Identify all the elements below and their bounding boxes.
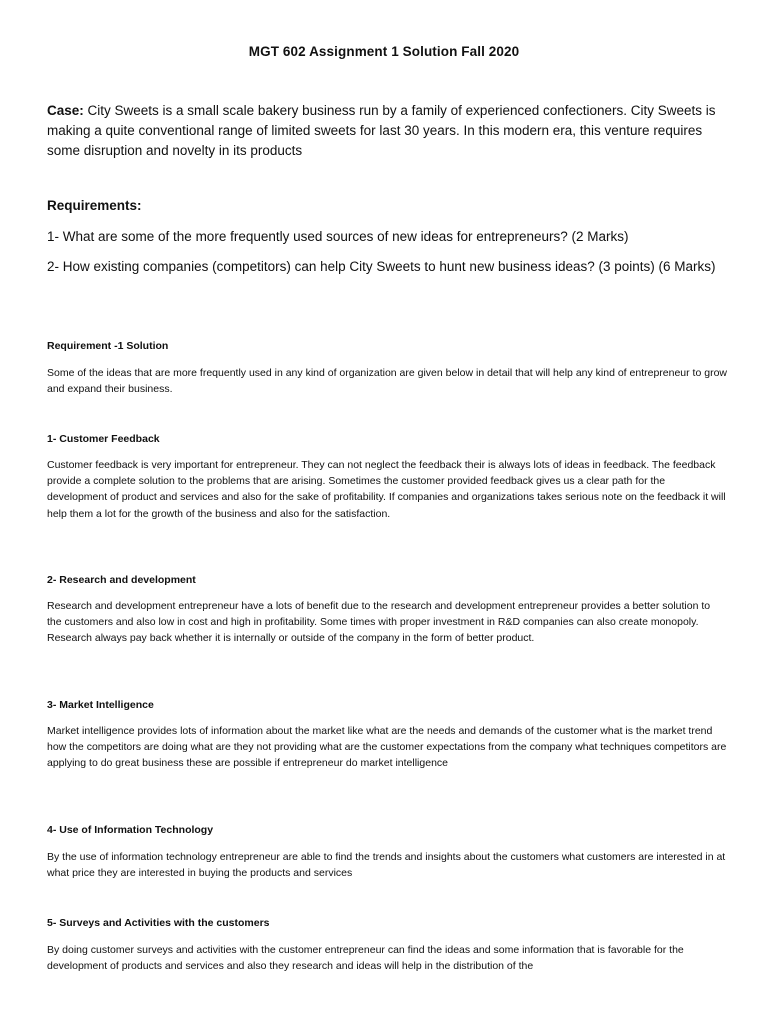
section-text-information-technology: By the use of information technology entrepreneur are able to find the trends and insights about the customers what customers are interested in at what price they are interested in buying the products and services xyxy=(47,851,726,880)
section-text-customer-feedback: Customer feedback is very important for entrepreneur. They can not neglect the feedback their is always lots of ideas in feedback. The feedback provide a complete solution to the problems that are arising. Sometimes the customer provided feedback gives us a clear path for the development of product and services and also for the sake of profitability. If companies and organizations takes serious note on the feedback it will help them a lot for the growth of the business and also for the satisfaction. xyxy=(47,459,726,520)
section-heading-market-intelligence: 3- Market Intelligence xyxy=(47,699,154,711)
solution-heading: Requirement -1 Solution xyxy=(47,340,169,352)
case-text: City Sweets is a small scale bakery business run by a family of experienced confectioners. City Sweets is making a quite conventional range of limited sweets for last 30 years. In this modern era, this venture requires some disruption and novelty in its products xyxy=(47,103,716,158)
section-heading-customer-feedback: 1- Customer Feedback xyxy=(47,433,160,445)
requirements-heading: Requirements: xyxy=(47,198,142,213)
case-paragraph xyxy=(47,101,737,161)
section-text-market-intelligence: Market intelligence provides lots of information about the market like what are the needs and demands of the customer what is the market trend how the competitors are doing what are they not providing what are the customer expectations from the company what techniques competitors are applying to do great business these are possible if entrepreneur do market intelligence xyxy=(47,725,727,770)
question-2: 2- How existing companies (competitors) can help City Sweets to hunt new business ideas? (3 points) (6 Marks) xyxy=(47,259,716,274)
section-heading-research-development: 2- Research and development xyxy=(47,574,196,586)
section-text-research-development: Research and development entrepreneur have a lots of benefit due to the research and development entrepreneur provides a better solution to the customers and also low in cost and high in profitability. Some times with proper investment in R&D companies can also create monopoly. Research always pay back whether it is internally or outside of the company in the form of better product. xyxy=(47,600,711,645)
case-label: Case: xyxy=(47,103,84,118)
solution-intro: Some of the ideas that are more frequently used in any kind of organization are given below in detail that will help any kind of entrepreneur to grow and expand their business. xyxy=(47,367,727,396)
question-1: 1- What are some of the more frequently used sources of new ideas for entrepreneurs? (2 Marks) xyxy=(47,229,629,244)
section-heading-surveys-activities: 5- Surveys and Activities with the customers xyxy=(47,917,270,929)
section-text-surveys-activities: By doing customer surveys and activities with the customer entrepreneur can find the ideas and some information that is favorable for the development of products and services and also they research and ideas will help in the distribution of the xyxy=(47,944,684,973)
section-heading-information-technology: 4- Use of Information Technology xyxy=(47,824,214,836)
document-title: MGT 602 Assignment 1 Solution Fall 2020 xyxy=(248,44,520,59)
